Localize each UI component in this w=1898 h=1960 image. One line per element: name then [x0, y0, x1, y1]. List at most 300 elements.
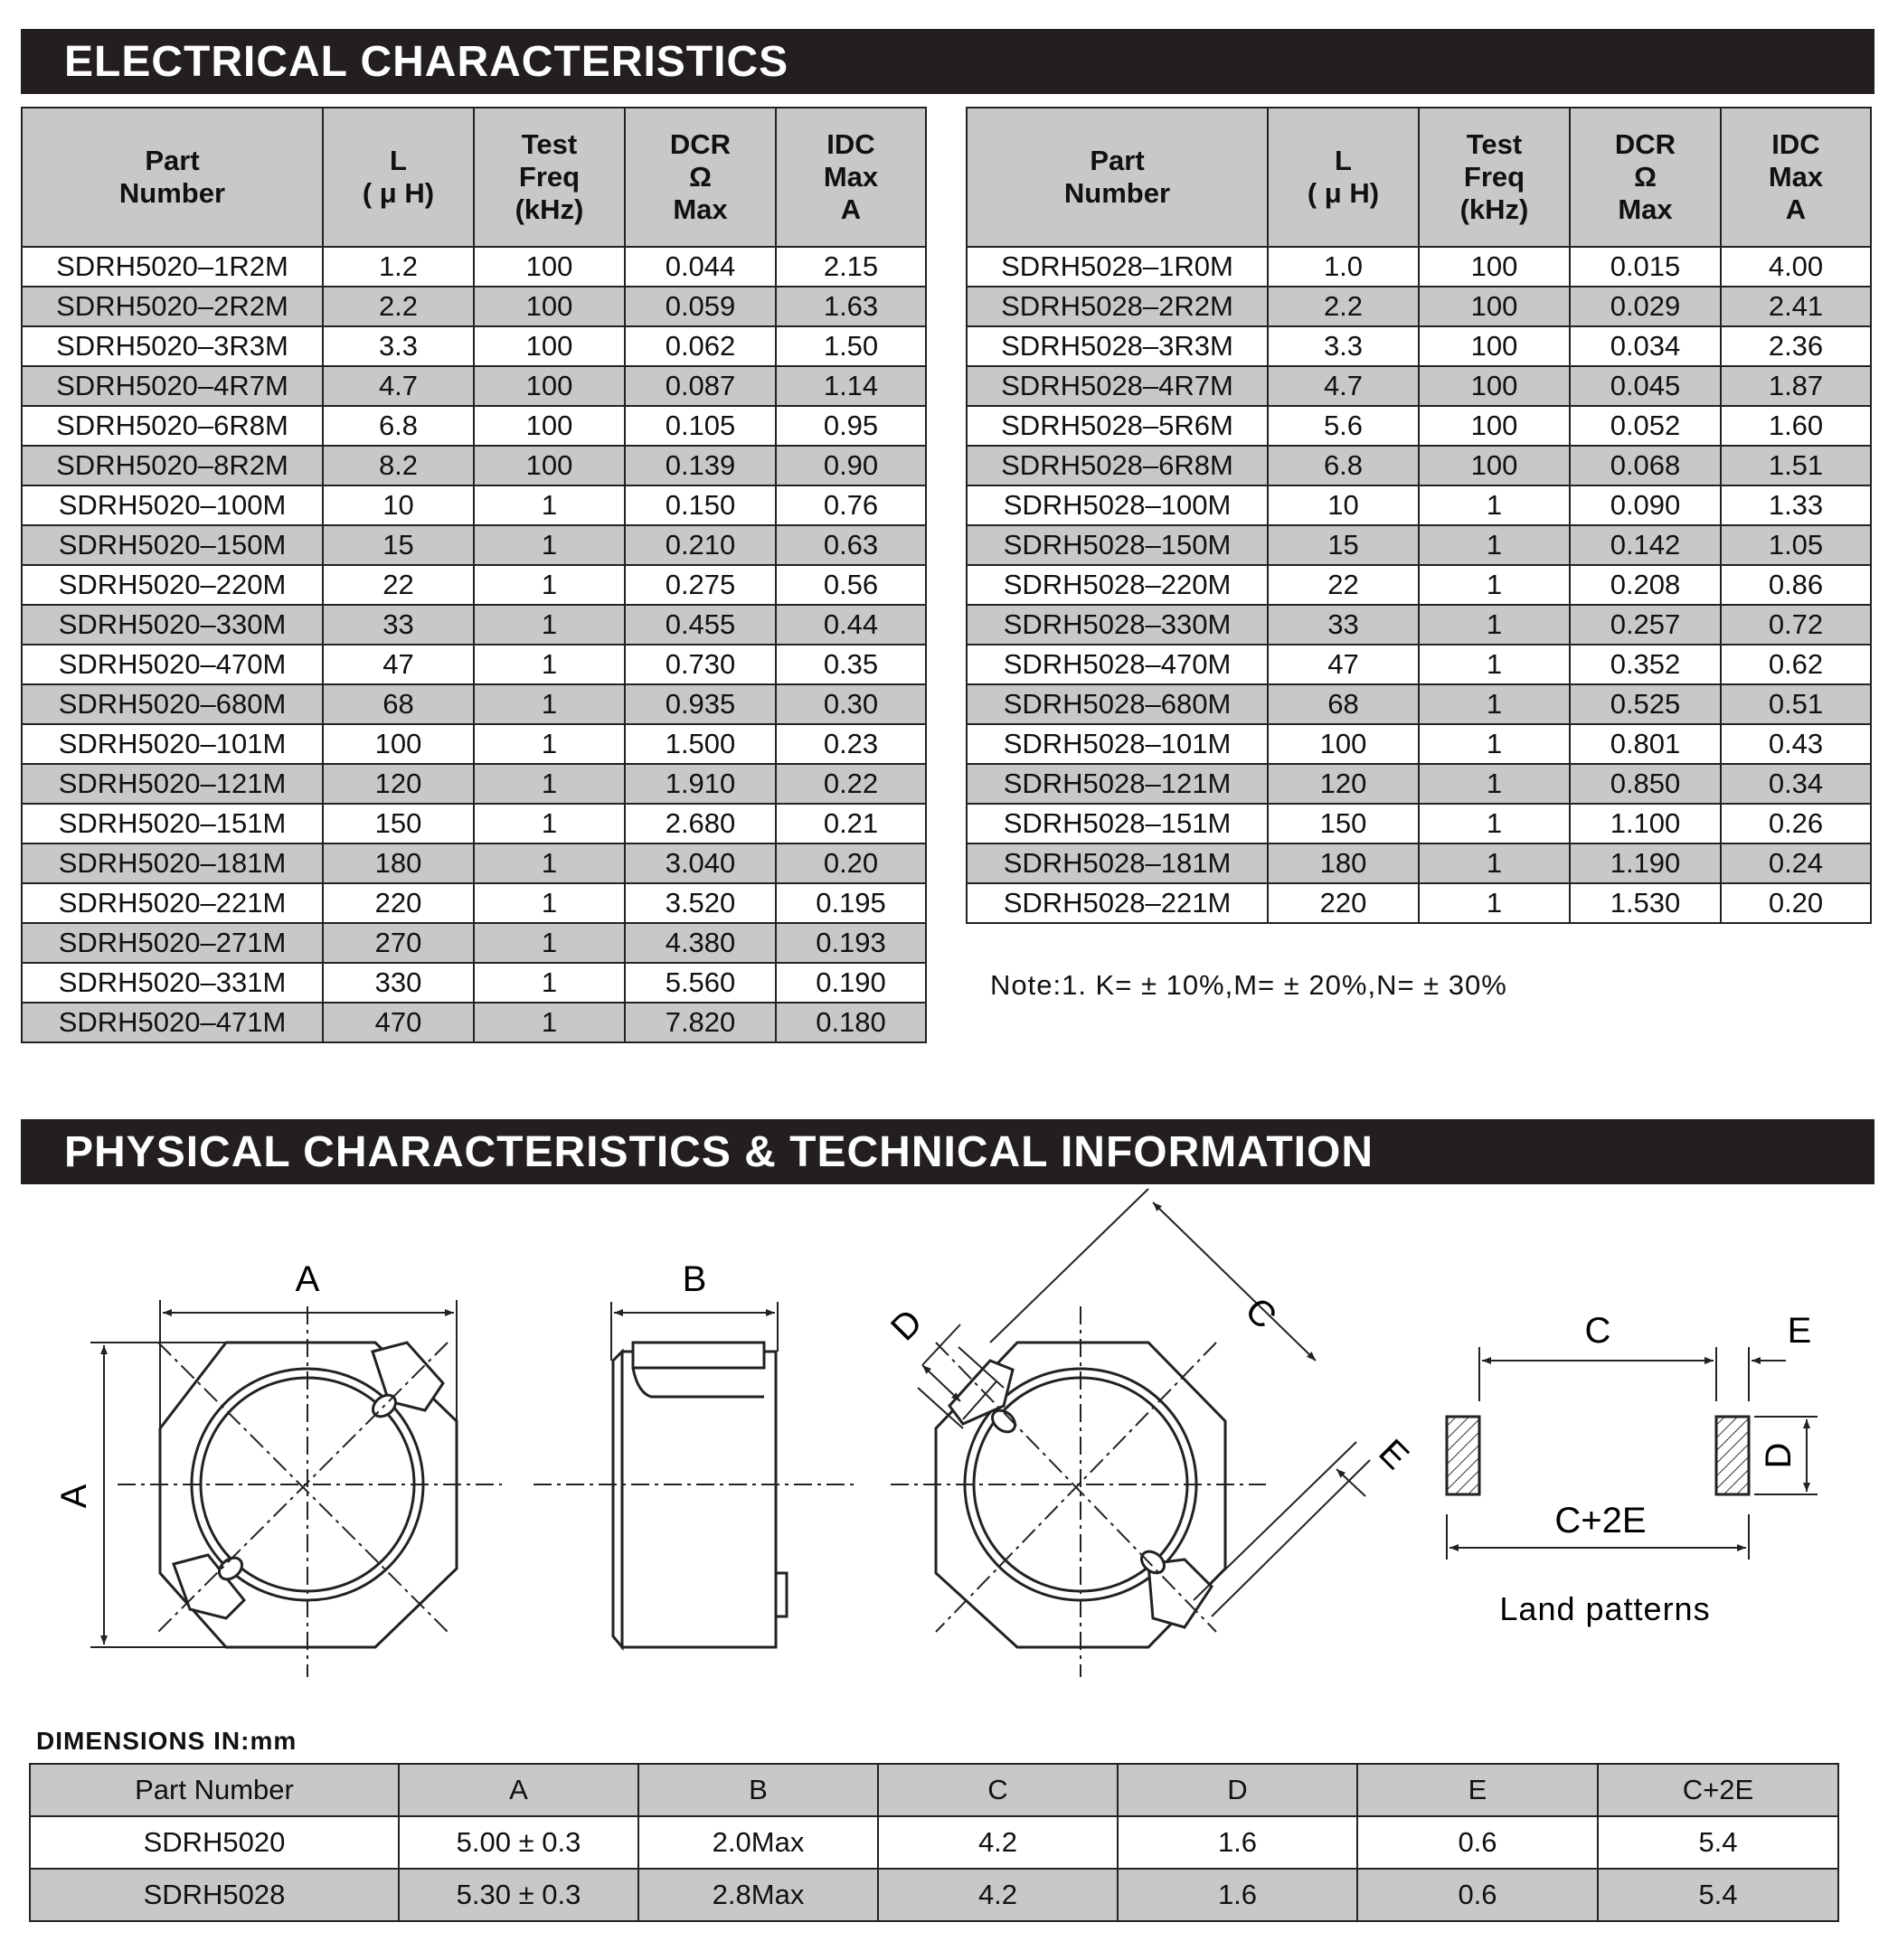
column-header-line: Number	[118, 177, 226, 209]
section-title: PHYSICAL CHARACTERISTICS & TECHNICAL INFORMATION	[64, 1127, 1374, 1176]
table-cell: 0.95	[776, 406, 926, 446]
dim-label-e-diag: E	[1371, 1431, 1417, 1477]
column-header-line: Test	[521, 128, 578, 160]
column-header-line: L	[390, 145, 407, 176]
dim-label-a-side: A	[54, 1484, 94, 1509]
column-header-part	[967, 108, 1268, 247]
table-row	[967, 287, 1871, 326]
column-header-idc	[1721, 108, 1871, 247]
table-cell: 3.040	[625, 843, 776, 883]
table-cell: 0.20	[776, 843, 926, 883]
table-cell: 5.6	[1268, 406, 1419, 446]
table-cell: 1	[474, 764, 625, 804]
table-cell: 0.062	[625, 326, 776, 366]
table-cell: 0.23	[776, 724, 926, 764]
top-view-terminal-drawing	[891, 1189, 1370, 1677]
table-cell: 22	[1268, 565, 1419, 605]
table-cell: 0.455	[625, 605, 776, 645]
table-cell: 0.052	[1570, 406, 1721, 446]
table-cell: 2.2	[323, 287, 474, 326]
table-cell: 1.33	[1721, 485, 1871, 525]
table-cell: 100	[474, 326, 625, 366]
table-row	[22, 724, 926, 764]
dimensions-cell: 1.6	[1118, 1816, 1357, 1869]
table-cell: SDRH5028–221M	[967, 883, 1268, 923]
table-cell: SDRH5020–471M	[22, 1003, 323, 1042]
table-cell: 0.352	[1570, 645, 1721, 684]
dimensions-column-header: A	[399, 1764, 638, 1816]
table-cell: SDRH5020–2R2M	[22, 287, 323, 326]
dimensions-cell: 2.0Max	[638, 1816, 878, 1869]
side-view-drawing	[534, 1302, 859, 1647]
table-cell: 0.059	[625, 287, 776, 326]
table-cell: 68	[323, 684, 474, 724]
column-header-part	[22, 108, 323, 247]
dimension-drawings	[0, 1184, 1898, 1691]
table-cell: 0.190	[776, 963, 926, 1003]
table-cell: 2.2	[1268, 287, 1419, 326]
table-cell: 0.86	[1721, 565, 1871, 605]
column-header-dcr	[1570, 108, 1721, 247]
table-cell: 100	[474, 446, 625, 485]
table-cell: 10	[323, 485, 474, 525]
table-cell: 0.087	[625, 366, 776, 406]
table-row	[22, 485, 926, 525]
table-row	[967, 247, 1871, 287]
table-cell: SDRH5020–100M	[22, 485, 323, 525]
table-cell: 0.257	[1570, 605, 1721, 645]
column-header-line: (kHz)	[515, 193, 584, 225]
dimensions-cell: 5.4	[1598, 1816, 1838, 1869]
column-header-line: A	[840, 193, 862, 225]
table-cell: 1	[474, 1003, 625, 1042]
table-cell: 0.20	[1721, 883, 1871, 923]
table-row	[22, 843, 926, 883]
table-cell: 1.500	[625, 724, 776, 764]
dimensions-row	[30, 1816, 1838, 1869]
table-cell: 1	[1419, 843, 1570, 883]
table-cell: 0.195	[776, 883, 926, 923]
dimensions-cell: 0.6	[1357, 1816, 1598, 1869]
table-cell: 0.935	[625, 684, 776, 724]
table-row	[967, 366, 1871, 406]
table-row	[22, 406, 926, 446]
table-cell: 1	[1419, 645, 1570, 684]
table-cell: 47	[1268, 645, 1419, 684]
table-row	[22, 963, 926, 1003]
column-header-line: Freq	[518, 161, 581, 193]
table-row	[967, 764, 1871, 804]
table-row	[22, 923, 926, 963]
column-header-line: Max	[673, 193, 728, 225]
dimensions-cell: 0.6	[1357, 1869, 1598, 1921]
table-cell: 100	[1419, 406, 1570, 446]
table-cell: SDRH5028–3R3M	[967, 326, 1268, 366]
column-header-l	[1268, 108, 1419, 247]
table-cell: 1	[474, 645, 625, 684]
table-cell: 1	[474, 485, 625, 525]
column-header-line: Max	[1768, 161, 1824, 193]
table-cell: SDRH5020–101M	[22, 724, 323, 764]
table-cell: SDRH5020–150M	[22, 525, 323, 565]
table-row	[967, 485, 1871, 525]
dimensions-cell: 2.8Max	[638, 1869, 878, 1921]
table-cell: 15	[323, 525, 474, 565]
table-cell: SDRH5028–470M	[967, 645, 1268, 684]
table-cell: 33	[1268, 605, 1419, 645]
column-header-idc	[776, 108, 926, 247]
land-label-c2e: C+2E	[1554, 1501, 1647, 1541]
table-row	[967, 525, 1871, 565]
table-cell: 0.142	[1570, 525, 1721, 565]
table-cell: SDRH5020–331M	[22, 963, 323, 1003]
table-cell: SDRH5028–330M	[967, 605, 1268, 645]
table-cell: 2.15	[776, 247, 926, 287]
table-cell: 1	[1419, 724, 1570, 764]
electrical-table-sdrh5020	[21, 107, 927, 1043]
table-cell: 330	[323, 963, 474, 1003]
table-cell: 0.275	[625, 565, 776, 605]
table-row	[22, 287, 926, 326]
dimensions-cell: SDRH5020	[30, 1816, 399, 1869]
table-cell: 0.730	[625, 645, 776, 684]
table-cell: 1	[1419, 605, 1570, 645]
table-cell: 0.045	[1570, 366, 1721, 406]
dimensions-cell: 4.2	[878, 1816, 1118, 1869]
table-cell: 1	[474, 565, 625, 605]
dimensions-column-header: B	[638, 1764, 878, 1816]
table-cell: SDRH5028–5R6M	[967, 406, 1268, 446]
table-cell: 1	[474, 843, 625, 883]
table-cell: 3.520	[625, 883, 776, 923]
table-cell: SDRH5028–151M	[967, 804, 1268, 843]
table-cell: 1.60	[1721, 406, 1871, 446]
dimensions-title: DIMENSIONS IN:mm	[36, 1727, 297, 1755]
table-cell: 0.105	[625, 406, 776, 446]
dimensions-column-header: C	[878, 1764, 1118, 1816]
table-cell: 1	[1419, 804, 1570, 843]
table-cell: SDRH5028–6R8M	[967, 446, 1268, 485]
table-cell: 0.30	[776, 684, 926, 724]
table-row	[22, 883, 926, 923]
top-view-drawing	[90, 1300, 502, 1677]
table-cell: 270	[323, 923, 474, 963]
dimensions-column-header: Part Number	[30, 1764, 399, 1816]
land-patterns-caption: Land patterns	[1499, 1590, 1711, 1627]
header-row	[967, 108, 1871, 247]
land-label-c: C	[1584, 1311, 1611, 1351]
table-cell: SDRH5028–4R7M	[967, 366, 1268, 406]
table-cell: 0.24	[1721, 843, 1871, 883]
table-cell: 1.87	[1721, 366, 1871, 406]
table-row	[967, 406, 1871, 446]
table-row	[967, 843, 1871, 883]
table-row	[22, 804, 926, 843]
table-cell: 100	[1419, 287, 1570, 326]
table-cell: 1.910	[625, 764, 776, 804]
table-cell: 1	[1419, 883, 1570, 923]
dimensions-column-header: E	[1357, 1764, 1598, 1816]
table-cell: SDRH5028–1R0M	[967, 247, 1268, 287]
table-cell: 2.36	[1721, 326, 1871, 366]
physical-characteristics-banner	[21, 1119, 1874, 1184]
table-cell: 100	[474, 247, 625, 287]
table-cell: 1	[1419, 764, 1570, 804]
table-cell: 1.190	[1570, 843, 1721, 883]
table-row	[967, 684, 1871, 724]
table-row	[967, 804, 1871, 843]
column-header-line: Freq	[1463, 161, 1525, 193]
table-cell: 220	[1268, 883, 1419, 923]
table-cell: 0.34	[1721, 764, 1871, 804]
table-cell: SDRH5020–8R2M	[22, 446, 323, 485]
column-header-line: Number	[1063, 177, 1171, 209]
table-cell: 1	[474, 883, 625, 923]
table-cell: 0.26	[1721, 804, 1871, 843]
table-cell: 100	[474, 287, 625, 326]
table-row	[967, 645, 1871, 684]
table-cell: SDRH5020–271M	[22, 923, 323, 963]
table-cell: 1	[474, 525, 625, 565]
table-row	[967, 883, 1871, 923]
table-cell: 15	[1268, 525, 1419, 565]
table-cell: 100	[1419, 326, 1570, 366]
table-cell: 5.560	[625, 963, 776, 1003]
table-cell: 0.525	[1570, 684, 1721, 724]
table-row	[967, 724, 1871, 764]
table-cell: 1.51	[1721, 446, 1871, 485]
table-cell: SDRH5020–470M	[22, 645, 323, 684]
dim-label-b: B	[682, 1259, 707, 1299]
table-cell: 0.139	[625, 446, 776, 485]
table-cell: 0.56	[776, 565, 926, 605]
column-header-line: ( μ H)	[1307, 177, 1380, 209]
column-header-freq	[1419, 108, 1570, 247]
table-cell: 100	[1419, 247, 1570, 287]
table-cell: 1.530	[1570, 883, 1721, 923]
table-cell: SDRH5020–221M	[22, 883, 323, 923]
table-cell: 1	[474, 923, 625, 963]
table-row	[22, 446, 926, 485]
table-cell: 6.8	[323, 406, 474, 446]
dimensions-table	[29, 1763, 1839, 1922]
table-cell: 180	[1268, 843, 1419, 883]
column-header-line: DCR	[1614, 128, 1676, 160]
table-cell: 1	[474, 684, 625, 724]
table-cell: 0.015	[1570, 247, 1721, 287]
table-cell: SDRH5020–121M	[22, 764, 323, 804]
dimensions-cell: 5.4	[1598, 1869, 1838, 1921]
table-row	[967, 326, 1871, 366]
land-label-d: D	[1759, 1442, 1799, 1469]
column-header-line: Max	[1618, 193, 1673, 225]
table-cell: 0.51	[1721, 684, 1871, 724]
table-cell: 0.44	[776, 605, 926, 645]
table-cell: 1	[1419, 684, 1570, 724]
table-cell: 1	[1419, 565, 1570, 605]
column-header-dcr	[625, 108, 776, 247]
table-cell: 1.0	[1268, 247, 1419, 287]
table-cell: 150	[323, 804, 474, 843]
table-cell: 1	[474, 804, 625, 843]
table-cell: 1	[1419, 485, 1570, 525]
table-cell: SDRH5028–2R2M	[967, 287, 1268, 326]
table-cell: 100	[474, 366, 625, 406]
table-cell: 0.150	[625, 485, 776, 525]
table-cell: 0.22	[776, 764, 926, 804]
table-cell: 7.820	[625, 1003, 776, 1042]
table-row	[22, 645, 926, 684]
table-cell: 68	[1268, 684, 1419, 724]
table-row	[967, 565, 1871, 605]
column-header-line: Test	[1466, 128, 1523, 160]
table-cell: 0.029	[1570, 287, 1721, 326]
table-cell: 100	[1268, 724, 1419, 764]
table-cell: 0.210	[625, 525, 776, 565]
dimensions-cell: 5.30 ± 0.3	[399, 1869, 638, 1921]
land-label-e: E	[1787, 1311, 1812, 1351]
table-cell: 33	[323, 605, 474, 645]
table-cell: 0.180	[776, 1003, 926, 1042]
table-cell: SDRH5020–330M	[22, 605, 323, 645]
dimensions-header-row	[30, 1764, 1838, 1816]
table-cell: 220	[323, 883, 474, 923]
table-cell: 1	[474, 605, 625, 645]
table-cell: 0.850	[1570, 764, 1721, 804]
table-cell: 2.680	[625, 804, 776, 843]
table-cell: SDRH5020–680M	[22, 684, 323, 724]
table-cell: 150	[1268, 804, 1419, 843]
table-cell: 1.2	[323, 247, 474, 287]
table-cell: 3.3	[1268, 326, 1419, 366]
table-row	[967, 605, 1871, 645]
table-cell: 1.50	[776, 326, 926, 366]
dim-label-d-diag: D	[883, 1302, 930, 1349]
table-cell: 0.76	[776, 485, 926, 525]
table-row	[22, 366, 926, 406]
table-cell: 100	[1419, 446, 1570, 485]
column-header-line: (kHz)	[1459, 193, 1529, 225]
table-cell: 0.090	[1570, 485, 1721, 525]
table-cell: 100	[323, 724, 474, 764]
dimensions-cell: 1.6	[1118, 1869, 1357, 1921]
table-cell: 1	[1419, 525, 1570, 565]
column-header-line: Ω	[689, 161, 712, 193]
dimensions-row	[30, 1869, 1838, 1921]
table-cell: 180	[323, 843, 474, 883]
table-cell: 1.100	[1570, 804, 1721, 843]
section-title: ELECTRICAL CHARACTERISTICS	[64, 37, 789, 86]
column-header-line: Part	[145, 145, 200, 176]
column-header-line: IDC	[826, 128, 875, 160]
table-cell: 10	[1268, 485, 1419, 525]
table-row	[22, 1003, 926, 1042]
table-cell: 4.7	[323, 366, 474, 406]
table-cell: 6.8	[1268, 446, 1419, 485]
table-cell: 0.63	[776, 525, 926, 565]
table-cell: 0.43	[1721, 724, 1871, 764]
column-header-line: Part	[1090, 145, 1145, 176]
table-cell: SDRH5020–151M	[22, 804, 323, 843]
column-header-line: DCR	[669, 128, 732, 160]
table-row	[22, 565, 926, 605]
table-cell: 1	[474, 963, 625, 1003]
table-cell: 470	[323, 1003, 474, 1042]
dimensions-cell: SDRH5028	[30, 1869, 399, 1921]
table-cell: 3.3	[323, 326, 474, 366]
table-cell: 0.193	[776, 923, 926, 963]
column-header-l	[323, 108, 474, 247]
column-header-line: Ω	[1634, 161, 1657, 193]
table-cell: 0.90	[776, 446, 926, 485]
table-cell: 1.63	[776, 287, 926, 326]
dimensions-cell: 4.2	[878, 1869, 1118, 1921]
column-header-line: IDC	[1771, 128, 1820, 160]
table-cell: 100	[1419, 366, 1570, 406]
dim-label-c-diag: C	[1237, 1290, 1284, 1337]
dim-label-a-top: A	[295, 1259, 320, 1299]
table-cell: 0.21	[776, 804, 926, 843]
table-cell: SDRH5028–101M	[967, 724, 1268, 764]
column-header-line: A	[1785, 193, 1807, 225]
electrical-characteristics-banner	[21, 29, 1874, 94]
tolerance-note: Note:1. K= ± 10%,M= ± 20%,N= ± 30%	[990, 969, 1507, 1001]
table-row	[22, 326, 926, 366]
table-row	[22, 525, 926, 565]
table-cell: 4.00	[1721, 247, 1871, 287]
table-row	[967, 446, 1871, 485]
column-header-line: ( μ H)	[362, 177, 435, 209]
table-cell: SDRH5020–181M	[22, 843, 323, 883]
table-cell: 0.034	[1570, 326, 1721, 366]
dimensions-column-header: C+2E	[1598, 1764, 1838, 1816]
table-cell: SDRH5020–220M	[22, 565, 323, 605]
column-header-line: L	[1335, 145, 1352, 176]
column-header-freq	[474, 108, 625, 247]
table-cell: 0.208	[1570, 565, 1721, 605]
table-row	[22, 247, 926, 287]
table-cell: SDRH5028–121M	[967, 764, 1268, 804]
table-cell: 47	[323, 645, 474, 684]
dimensions-cell: 5.00 ± 0.3	[399, 1816, 638, 1869]
table-cell: SDRH5028–680M	[967, 684, 1268, 724]
table-cell: 1.05	[1721, 525, 1871, 565]
table-cell: 0.044	[625, 247, 776, 287]
column-header-line: Max	[823, 161, 879, 193]
table-cell: 0.62	[1721, 645, 1871, 684]
dimensions-column-header: D	[1118, 1764, 1357, 1816]
table-cell: 0.068	[1570, 446, 1721, 485]
table-cell: 120	[323, 764, 474, 804]
table-cell: 4.380	[625, 923, 776, 963]
table-cell: 100	[474, 406, 625, 446]
table-cell: SDRH5020–6R8M	[22, 406, 323, 446]
table-cell: 0.35	[776, 645, 926, 684]
table-cell: SDRH5028–181M	[967, 843, 1268, 883]
table-cell: 1	[474, 724, 625, 764]
table-cell: 4.7	[1268, 366, 1419, 406]
table-cell: 2.41	[1721, 287, 1871, 326]
table-cell: 1.14	[776, 366, 926, 406]
table-row	[22, 764, 926, 804]
table-row	[22, 605, 926, 645]
table-cell: SDRH5020–1R2M	[22, 247, 323, 287]
table-cell: 22	[323, 565, 474, 605]
electrical-table-sdrh5028	[966, 107, 1872, 924]
table-cell: 120	[1268, 764, 1419, 804]
table-cell: SDRH5028–220M	[967, 565, 1268, 605]
table-cell: SDRH5020–4R7M	[22, 366, 323, 406]
